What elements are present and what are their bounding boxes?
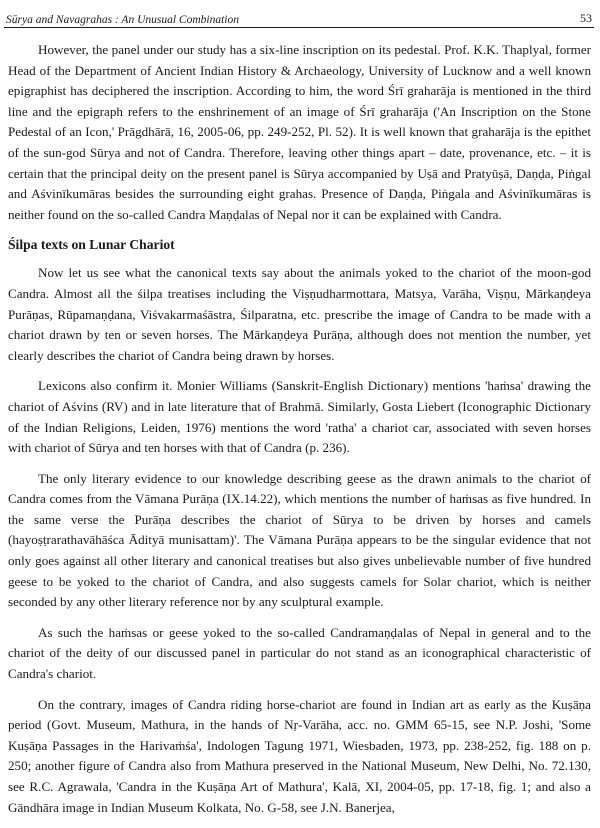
page-body: [8, 40, 591, 828]
running-head: [6, 6, 592, 26]
paragraph-canonical-texts: Now let us see what the canonical texts say about the animals yoked to the chariot of the moon-god Candra. Almost all the śilpa treatises including the Viṣṇudharmottara, Matsya, Varāha, Viṣṇu, Mārkaṇḍeya Purāṇas, Rūpamaṇḍana, Viśvakarmaśāstra, Śilparatna, etc. prescribe the image of Candra to be made with a chariot drawn by ten or seven horses. The Mārkaṇḍeya Purāṇa, although does not mention the number, yet clearly describes the chariot of Candra being drawn by horses.: [8, 265, 591, 363]
section-heading: Śilpa texts on Lunar Chariot: [8, 237, 175, 253]
paragraph-lexicons: Lexicons also confirm it. Monier Williams (Sanskrit-English Dictionary) mentions 'haṁsa' drawing the chariot of Aśvins (RV) and in late literature that of Brahmā. Similarly, Gosta Liebert (Iconographic Dictionary of the Indian Religions, Leiden, 1976) mentions the word 'ratha' a chariot car, associated with seven horses with chariot of Sūrya and ten horses with that of Candra (p. 236).: [8, 378, 591, 456]
paragraph-hamsas: As such the haṁsas or geese yoked to the so-called Candramaṇḍalas of Nepal in general and to the chariot of the deity of our discussed panel in particular do not stand as an iconographical characteristic of Candra's chariot.: [8, 624, 591, 682]
paragraph-inscription: However, the panel under our study has a six-line inscription on its pedestal. Prof. K.K. Thaplyal, former Head of the Department of Ancient Indian History & Archaeology, University of Lucknow and a well known epigraphist has deciphered the inscription. According to him, the word Śrī graharāja is mentioned in the third line and the epigraph refers to the enshrinement of an image of Śrī graharāja ('An Inscription on the Stone Pedestal of an Icon,' Prāgdhārā, 16, 2005-06, pp. 249-252, Pl. 52). It is well known that graharāja is the epithet of the sun-god Sūrya and not of Candra. Therefore, leaving other things apart – date, provenance, etc. – it is certain that the principal deity on the present panel is Sūrya accompanied by Uṣā and Pratyūṣā, Daṇḍa, Piṅgal and Aśvinīkumāras besides the surrounding eight grahas. Presence of Daṇḍa, Piṅgala and Aśvinīkumāras is neither found on the so-called Candra Maṇḍalas of Nepal nor it can be explained with Candra.: [8, 42, 591, 222]
running-title: Sūrya and Navagrahas : An Unusual Combination: [6, 14, 239, 26]
paragraph-kusana-images: On the contrary, images of Candra riding horse-chariot are found in Indian art as early as the Kuṣāṇa period (Govt. Museum, Mathura, in the hands of Nṛ-Varāha, acc. no. GMM 65-15, see N.P. Joshi, 'Some Kuṣāṇa Passages in the Harivaṁśa', Indologen Tagung 1971, Wiesbaden, 1973, pp. 238-252, fig. 188 on p. 250; another figure of Candra also from Mathura preserved in the National Museum, New Delhi, No. 72.130, see R.C. Agrawala, 'Candra in the Kuṣāṇa Art of Mathura', Kalā, XI, 2004-05, pp. 17-18, fig. 1; and also a Gāndhāra image in Indian Museum Kolkata, No. G-58, see J.N. Banerjea,: [8, 696, 591, 815]
header-rule: [4, 27, 594, 28]
paragraph-vamana-purana: The only literary evidence to our knowledge describing geese as the drawn animals to the chariot of Candra comes from the Vāmana Purāṇa (IX.14.22), which mentions the number of haṁsas as five hundred. In the same verse the Purāṇa describes the chariot of Sūrya to be driven by horses and camels (hayoṣṭrarathavāhāśca Ādityā munisattam)'. The Vāmana Purāṇa appears to be the singular evidence that not only goes against all other literary and canonical treatises but also gives unbelievable number of five hundred geese to be yoked to the chariot of Candra, and also suggests camels for Solar chariot, which is neither seconded by any other literary reference nor by any sculptural example.: [8, 470, 591, 610]
page-number: 53: [580, 11, 592, 25]
